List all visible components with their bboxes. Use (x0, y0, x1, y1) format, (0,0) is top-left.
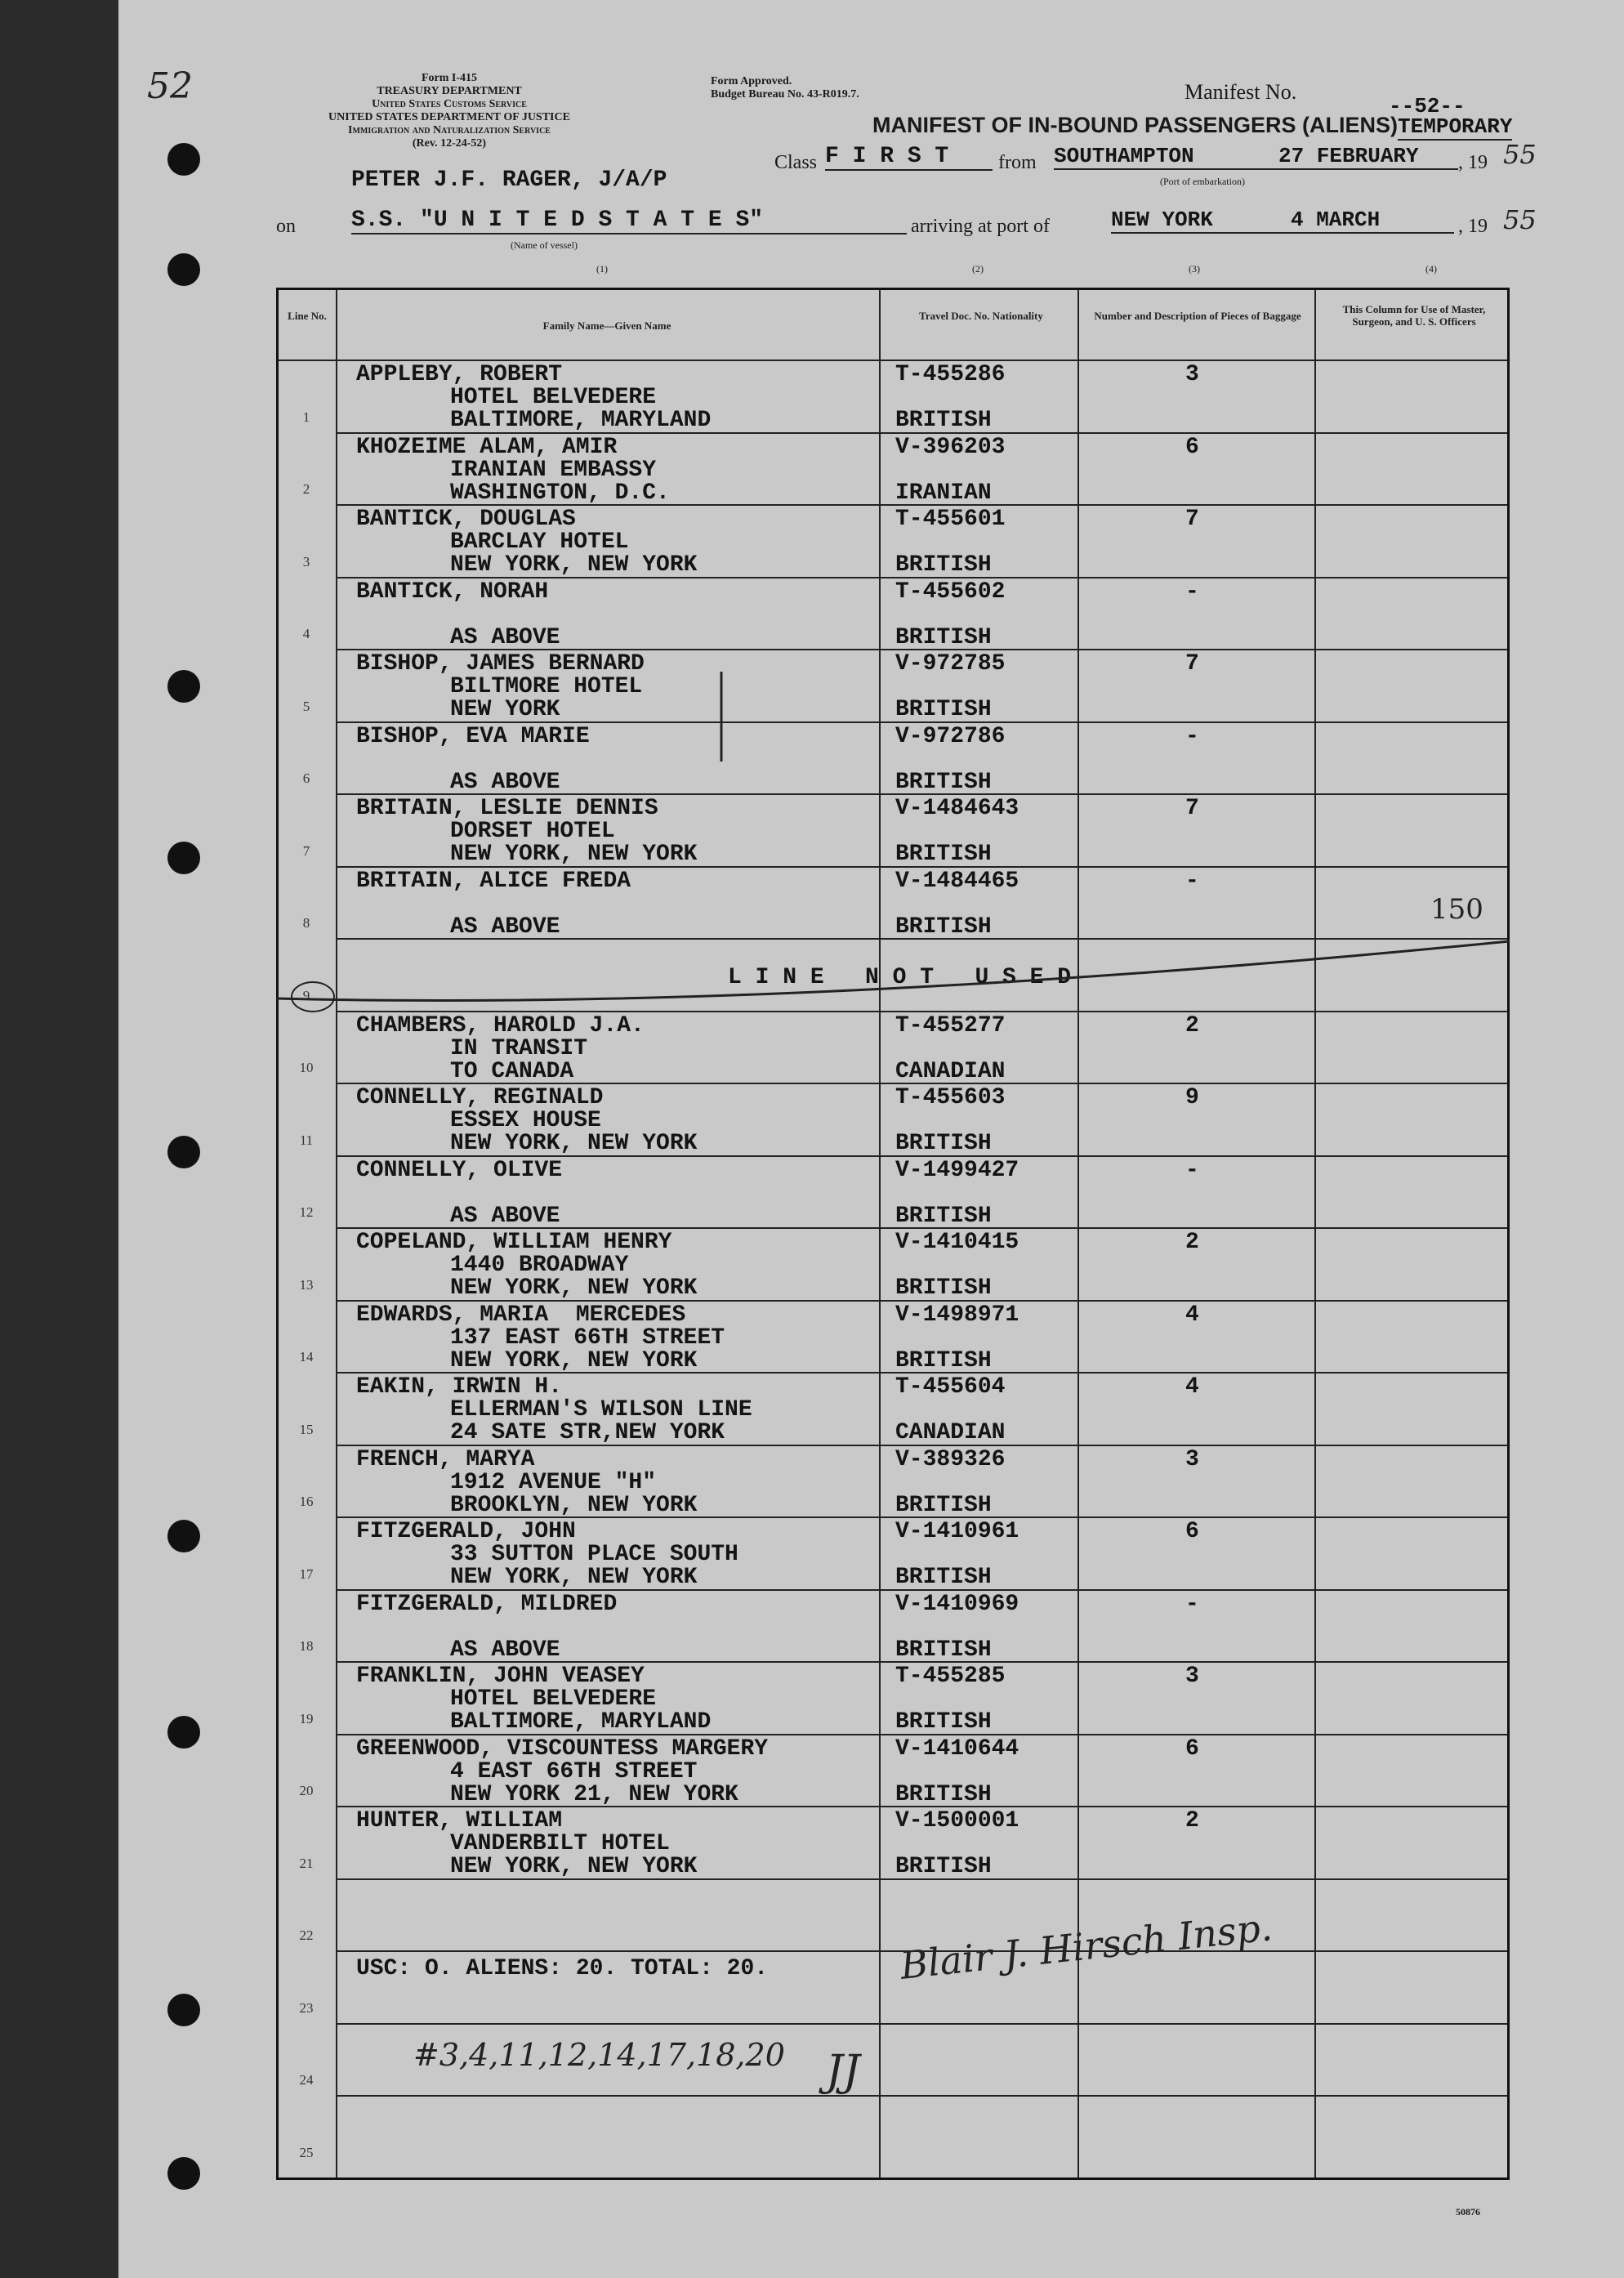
punch-hole (167, 143, 200, 176)
nationality: BRITISH (895, 624, 992, 650)
nationality: IRANIAN (895, 480, 992, 506)
travel-doc-no: V-1410415 (895, 1230, 1019, 1255)
arrival-year: 55 (1503, 204, 1537, 235)
line-number: 21 (299, 1855, 314, 1871)
passenger-address-1: ESSEX HOUSE (450, 1108, 601, 1133)
temporary-stamp: TEMPORARY (1398, 114, 1513, 139)
header-baggage: Number and Description of Pieces of Baggage (1094, 310, 1301, 322)
passenger-address-1: HOTEL BELVEDERE (450, 1686, 657, 1712)
baggage-count: 3 (1185, 362, 1199, 387)
passenger-address-2: NEW YORK (450, 697, 560, 722)
line-number: 15 (299, 1421, 314, 1437)
baggage-count: 2 (1185, 1808, 1199, 1834)
passenger-name: EDWARDS, MARIA MERCEDES (356, 1302, 686, 1328)
line-number: 22 (299, 1927, 314, 1943)
passenger-name: CHAMBERS, HAROLD J.A. (356, 1012, 645, 1038)
travel-doc-no: V-1484643 (895, 796, 1019, 821)
passenger-address-2: NEW YORK, NEW YORK (450, 1565, 698, 1590)
passenger-address-1: ELLERMAN'S WILSON LINE (450, 1397, 752, 1423)
agent-name: PETER J.F. RAGER, J/A/P (351, 168, 667, 193)
passenger-name: FITZGERALD, JOHN (356, 1519, 576, 1544)
arrival-year-prefix: , 19 (1458, 216, 1488, 237)
header-divider (279, 360, 1507, 361)
line-number: 12 (299, 1204, 314, 1220)
passenger-address-2: BALTIMORE, MARYLAND (450, 1709, 712, 1735)
line-number: 16 (299, 1494, 314, 1509)
passenger-name: BRITAIN, LESLIE DENNIS (356, 796, 658, 821)
baggage-count: 2 (1185, 1230, 1199, 1255)
officer-note: 150 (1430, 893, 1483, 926)
nationality: BRITISH (895, 1709, 992, 1735)
baggage-count: 7 (1185, 507, 1199, 532)
line-number: 10 (299, 1060, 314, 1075)
punch-hole (167, 842, 200, 874)
passenger-name: KHOZEIME ALAM, AMIR (356, 434, 618, 460)
passenger-address-2: AS ABOVE (450, 1203, 560, 1229)
handwritten-line-list: #3,4,11,12,14,17,18,20 (413, 2037, 785, 2073)
travel-doc-no: T-455601 (895, 507, 1006, 532)
passenger-address-1: VANDERBILT HOTEL (450, 1831, 670, 1856)
passenger-address-1: 137 EAST 66TH STREET (450, 1324, 725, 1351)
passenger-address-2: AS ABOVE (450, 769, 560, 795)
travel-doc-no: V-1498971 (895, 1302, 1019, 1328)
punch-hole (167, 1716, 200, 1749)
row-divider (336, 1011, 1507, 1012)
passenger-address-2: BROOKLYN, NEW YORK (450, 1492, 698, 1518)
arrival-port: NEW YORK (1111, 208, 1454, 234)
page-number: 52 (147, 65, 193, 107)
line-number: 6 (302, 770, 310, 786)
line-number: 23 (299, 1999, 314, 2016)
line-number: 8 (302, 915, 310, 931)
line-not-used: L I N E N O T U S E D (728, 965, 1072, 990)
port-caption: (Port of embarkation) (1160, 176, 1245, 187)
depart-year: 55 (1503, 139, 1537, 170)
line-number: 7 (302, 842, 310, 859)
nationality: CANADIAN (895, 1058, 1006, 1084)
passenger-name: CONNELLY, OLIVE (356, 1157, 563, 1183)
rev-date: (Rev. 12-24-52) (412, 137, 487, 150)
col-num-4: (4) (1425, 263, 1437, 275)
passenger-name: GREENWOOD, VISCOUNTESS MARGERY (356, 1735, 769, 1762)
passenger-name: BANTICK, NORAH (356, 578, 549, 605)
passenger-address-1: IRANIAN EMBASSY (450, 457, 657, 483)
line-number: 19 (299, 1710, 314, 1726)
row-divider (336, 2023, 1507, 2025)
passenger-name: COPELAND, WILLIAM HENRY (356, 1230, 672, 1255)
travel-doc-no: V-1410961 (895, 1519, 1019, 1544)
baggage-count: 9 (1185, 1085, 1199, 1110)
passenger-table (276, 288, 1510, 2180)
on-label: on (276, 216, 296, 237)
punch-hole (167, 1136, 200, 1168)
manifest-no-label: Manifest No. (1185, 80, 1297, 104)
vessel-name: S.S. "U N I T E D S T A T E S" (351, 208, 907, 234)
nationality: BRITISH (895, 1781, 992, 1807)
header-name: Family Name—Given Name (542, 319, 671, 332)
passenger-address-2: AS ABOVE (450, 913, 560, 940)
form-number: Form I-415 (421, 72, 478, 84)
line-number: 17 (299, 1566, 314, 1582)
passenger-name: HUNTER, WILLIAM (356, 1808, 563, 1834)
line-number: 1 (302, 409, 310, 425)
col-num-1: (1) (596, 263, 608, 275)
vessel-caption: (Name of vessel) (511, 239, 578, 251)
passenger-address-1: IN TRANSIT (450, 1035, 588, 1061)
line-number: 3 (302, 553, 310, 570)
baggage-count: 3 (1185, 1664, 1199, 1689)
travel-doc-no: V-972785 (895, 651, 1006, 677)
line-number: 25 (299, 2144, 314, 2160)
baggage-count: 2 (1185, 1012, 1199, 1038)
customs-service: United States Customs Service (372, 98, 527, 110)
ins-service: Immigration and Naturalization Service (348, 124, 551, 136)
passenger-address-2: WASHINGTON, D.C. (450, 480, 670, 506)
nationality: BRITISH (895, 1637, 992, 1663)
baggage-count: 4 (1185, 1374, 1199, 1400)
travel-doc-no: V-389326 (895, 1446, 1006, 1472)
from-label: from (998, 152, 1037, 173)
passenger-address-2: NEW YORK, NEW YORK (450, 1131, 698, 1156)
nationality: BRITISH (895, 552, 992, 578)
passenger-name: FRENCH, MARYA (356, 1446, 535, 1472)
col-divider (336, 290, 337, 2178)
line-number: 13 (299, 1276, 314, 1293)
arrival-date: 4 MARCH (1291, 208, 1381, 232)
baggage-count: - (1185, 868, 1199, 894)
travel-doc-no: T-455285 (895, 1664, 1006, 1689)
header-line-no: Line No. (288, 310, 327, 322)
passenger-name: FITZGERALD, MILDRED (356, 1591, 618, 1617)
nationality: BRITISH (895, 769, 992, 795)
punch-hole (167, 670, 200, 703)
col-divider (1314, 290, 1316, 2178)
baggage-count: 4 (1185, 1302, 1199, 1328)
summary-line: USC: O. ALIENS: 20. TOTAL: 20. (356, 1956, 769, 1981)
treasury-dept: TREASURY DEPARTMENT (377, 85, 522, 97)
travel-doc-no: T-455277 (895, 1012, 1006, 1038)
passenger-address-1: BILTMORE HOTEL (450, 674, 643, 699)
passenger-name: FRANKLIN, JOHN VEASEY (356, 1664, 645, 1689)
baggage-count: 7 (1185, 796, 1199, 821)
manifest-no: --52-- (1389, 94, 1466, 118)
line-number: 11 (299, 1132, 314, 1148)
passenger-address-2: NEW YORK, NEW YORK (450, 552, 698, 578)
class-value: F I R S T (825, 144, 993, 171)
travel-doc-no: T-455603 (895, 1085, 1006, 1110)
nationality: BRITISH (895, 913, 992, 940)
baggage-count: - (1185, 1591, 1199, 1617)
passenger-address-2: NEW YORK 21, NEW YORK (450, 1781, 738, 1807)
col-num-3: (3) (1189, 263, 1200, 275)
passenger-name: BRITAIN, ALICE FREDA (356, 868, 631, 894)
passenger-address-2: NEW YORK, NEW YORK (450, 1347, 698, 1374)
passenger-address-1: 4 EAST 66TH STREET (450, 1758, 698, 1784)
baggage-count: - (1185, 578, 1199, 605)
line-number: 18 (299, 1638, 314, 1654)
travel-doc-no: V-1484465 (895, 868, 1019, 894)
row-divider (336, 2095, 1507, 2097)
depart-year-prefix: , 19 (1458, 152, 1488, 173)
form-title (872, 113, 1512, 139)
punch-hole (167, 1994, 200, 2026)
travel-doc-no: V-972786 (895, 723, 1006, 749)
passenger-address-2: NEW YORK, NEW YORK (450, 1275, 698, 1301)
footer-code: 50876 (1456, 2206, 1480, 2218)
class-label: Class (774, 152, 818, 173)
baggage-count: - (1185, 723, 1199, 749)
arriving-label: arriving at port of (911, 216, 1050, 237)
passenger-address-2: AS ABOVE (450, 1637, 560, 1663)
passenger-address-2: TO CANADA (450, 1058, 574, 1084)
passenger-address-1: BARCLAY HOTEL (450, 529, 629, 555)
line-number: 24 (299, 2072, 314, 2088)
nationality: BRITISH (895, 1492, 992, 1518)
line-number: 4 (302, 626, 310, 641)
line-number: 2 (302, 481, 310, 497)
nationality: BRITISH (895, 1347, 992, 1374)
form-approved: Form Approved. (711, 75, 792, 87)
baggage-count: 6 (1185, 1735, 1199, 1762)
punch-hole (167, 2157, 200, 2190)
passenger-name: EAKIN, IRWIN H. (356, 1374, 563, 1400)
header-doc: Travel Doc. No. Nationality (919, 310, 1043, 322)
travel-doc-no: T-455604 (895, 1374, 1006, 1400)
travel-doc-no: V-1410644 (895, 1735, 1019, 1762)
travel-doc-no: T-455286 (895, 362, 1006, 387)
travel-doc-no: T-455602 (895, 578, 1006, 605)
line-number: 9 (302, 987, 310, 1003)
line-number: 14 (299, 1349, 314, 1365)
punch-hole (167, 253, 200, 286)
baggage-count: 7 (1185, 651, 1199, 677)
baggage-count: 3 (1185, 1446, 1199, 1472)
passenger-address-1: DORSET HOTEL (450, 819, 615, 844)
nationality: BRITISH (895, 1131, 992, 1156)
travel-doc-no: V-1410969 (895, 1591, 1019, 1617)
passenger-address-2: NEW YORK, NEW YORK (450, 842, 698, 867)
line-number: 20 (299, 1783, 314, 1798)
approval-block (711, 75, 859, 101)
passenger-address-2: NEW YORK, NEW YORK (450, 1854, 698, 1879)
col-num-2: (2) (972, 263, 984, 275)
baggage-count: 6 (1185, 1519, 1199, 1544)
initials: JJ (826, 2047, 860, 2096)
nationality: BRITISH (895, 1565, 992, 1590)
passenger-name: APPLEBY, ROBERT (356, 362, 563, 387)
punch-hole (167, 1520, 200, 1552)
inspector-signature: Blair J. Hirsch Insp. (898, 1905, 1274, 1988)
depart-date: 27 FEBRUARY (1278, 144, 1419, 168)
line-number: 5 (302, 698, 310, 714)
nationality: BRITISH (895, 1203, 992, 1229)
passenger-name: BISHOP, JAMES BERNARD (356, 651, 645, 677)
travel-doc-no: V-1499427 (895, 1157, 1019, 1183)
from-value: SOUTHAMPTON (1054, 144, 1458, 170)
nationality: BRITISH (895, 842, 992, 867)
budget-bureau: Budget Bureau No. 43-R019.7. (711, 88, 859, 100)
passenger-address-2: BALTIMORE, MARYLAND (450, 408, 712, 433)
col-divider (1077, 290, 1079, 2178)
nationality: BRITISH (895, 408, 992, 433)
justice-dept: UNITED STATES DEPARTMENT OF JUSTICE (328, 111, 570, 123)
passenger-address-1: 33 SUTTON PLACE SOUTH (450, 1542, 738, 1567)
travel-doc-no: V-1500001 (895, 1808, 1019, 1834)
passenger-address-2: AS ABOVE (450, 624, 560, 650)
nationality: BRITISH (895, 1854, 992, 1879)
passenger-address-1: 1440 BROADWAY (450, 1253, 629, 1278)
title-text: MANIFEST OF IN-BOUND PASSENGERS (ALIENS) (872, 113, 1399, 137)
nationality: BRITISH (895, 697, 992, 722)
passenger-name: BANTICK, DOUGLAS (356, 507, 576, 532)
nationality: CANADIAN (895, 1420, 1006, 1445)
passenger-name: CONNELLY, REGINALD (356, 1085, 604, 1110)
travel-doc-no: V-396203 (895, 434, 1006, 460)
nationality: BRITISH (895, 1275, 992, 1301)
baggage-count: 6 (1185, 434, 1199, 460)
passenger-address-1: 1912 AVENUE "H" (450, 1469, 657, 1495)
passenger-name: BISHOP, EVA MARIE (356, 723, 590, 749)
form-header-block (278, 72, 621, 150)
header-officers: This Column for Use of Master, Surgeon, and U. S. Officers (1342, 303, 1486, 328)
baggage-count: - (1185, 1157, 1199, 1183)
passenger-address-2: 24 SATE STR,NEW YORK (450, 1420, 725, 1445)
passenger-address-1: HOTEL BELVEDERE (450, 385, 657, 410)
col-divider (879, 290, 881, 2178)
